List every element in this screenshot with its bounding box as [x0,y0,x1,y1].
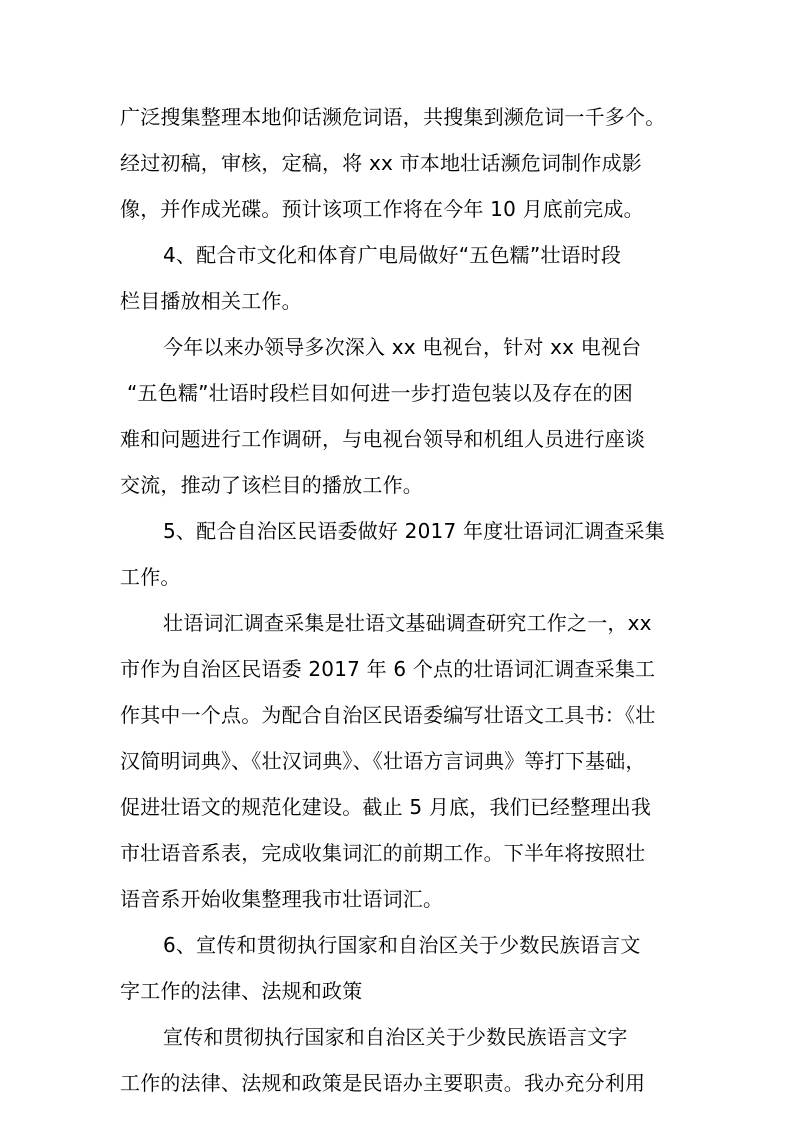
paragraph-line: 宣传和贯彻执行国家和自治区关于少数民族语言文字 [163,1025,628,1049]
paragraph-line: 工作的法律、法规和政策是民语办主要职责。我办充分利用 [120,1071,646,1095]
section-heading-line: 4、配合市文化和体育广电局做好“五色糯”壮语时段 [163,243,622,267]
section-heading-line: 栏目播放相关工作。 [120,289,302,313]
section-heading-line: 字工作的法律、法规和政策 [120,979,363,1003]
paragraph-line: 作其中一个点。为配合自治区民语委编写壮语文工具书：《壮 [120,703,656,727]
paragraph-line: 汉简明词典》、《壮汉词典》、《壮语方言词典》等打下基础， [120,749,646,773]
paragraph-line: “五色糯”壮语时段栏目如何进一步打造包装以及存在的困 [127,381,633,405]
section-heading-line: 6、宣传和贯彻执行国家和自治区关于少数民族语言文 [163,933,641,957]
paragraph-line: 语音系开始收集整理我市壮语词汇。 [120,887,444,911]
paragraph-line: 像，并作成光碟。预计该项工作将在今年 10 月底前完成。 [120,197,644,221]
paragraph-line: 市壮语音系表，完成收集词汇的前期工作。下半年将按照壮 [120,841,646,865]
paragraph-line: 市作为自治区民语委 2017 年 6 个点的壮语词汇调查采集工 [120,657,656,681]
paragraph-line: 交流，推动了该栏目的播放工作。 [120,473,423,497]
section-heading-line: 工作。 [120,565,181,589]
paragraph-line: 壮语词汇调查采集是壮语文基础调查研究工作之一，xx [163,611,652,635]
section-heading-line: 5、配合自治区民语委做好 2017 年度壮语词汇调查采集 [163,519,665,543]
paragraph-line: 促进壮语文的规范化建设。截止 5 月底，我们已经整理出我 [120,795,652,819]
paragraph-line: 经过初稿，审核，定稿，将 xx 市本地壮话濒危词制作成影 [120,151,642,175]
paragraph-line: 广泛搜集整理本地仰话濒危词语，共搜集到濒危词一千多个。 [120,105,666,129]
paragraph-line: 今年以来办领导多次深入 xx 电视台，针对 xx 电视台 [163,335,642,359]
paragraph-line: 难和问题进行工作调研，与电视台领导和机组人员进行座谈 [120,427,646,451]
